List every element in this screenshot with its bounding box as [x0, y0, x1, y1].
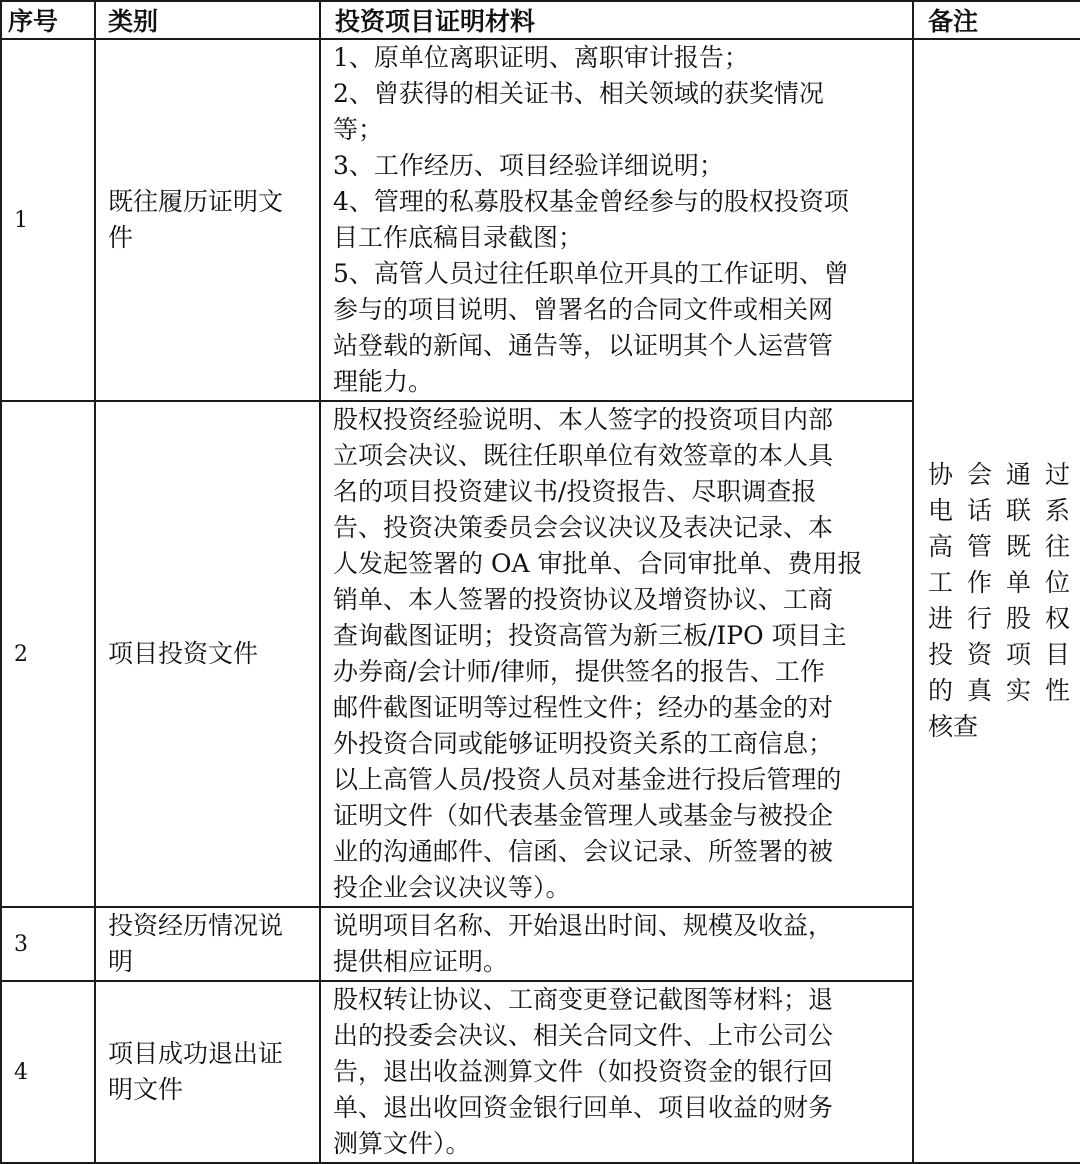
materials-line: 证明文件（如代表基金管理人或基金与被投企: [333, 801, 834, 830]
note-glyph: 实: [1005, 676, 1031, 705]
row-number: 3: [1, 907, 95, 981]
header-materials: 投资项目证明材料: [320, 1, 913, 39]
materials-line: 人发起签署的 OA 审批单、合同审批单、费用报: [333, 549, 863, 578]
row-materials: [320, 401, 913, 907]
materials-line: 站登载的新闻、通告等，以证明其个人运营管: [333, 331, 834, 360]
note-line: [928, 529, 1070, 565]
note-glyph: 既: [1005, 532, 1031, 561]
materials-line: 以上高管人员/投资人员对基金进行投后管理的: [333, 765, 842, 794]
row-category: 项目成功退出证明文件: [95, 981, 320, 1163]
note-glyph: 作: [966, 568, 992, 597]
note-line: [928, 673, 1070, 709]
note-glyph: 管: [966, 532, 992, 561]
row-number: 4: [1, 981, 95, 1163]
row-category: 投资经历情况说明: [95, 907, 320, 981]
materials-line: 3、工作经历、项目经验详细说明；: [333, 151, 724, 180]
note-glyph: 真: [966, 676, 992, 705]
note-glyph: 往: [1044, 532, 1070, 561]
note-glyph: 联: [1005, 496, 1031, 525]
note-glyph: 高: [928, 532, 954, 561]
note-glyph: 过: [1044, 460, 1070, 489]
table-header-row: [1, 1, 1080, 39]
note-glyph: 投: [928, 640, 954, 669]
note-glyph: 话: [966, 496, 992, 525]
materials-line: 参与的项目说明、曾署名的合同文件或相关网: [333, 295, 834, 324]
header-note: 备注: [913, 1, 1080, 39]
note-glyph: 行: [966, 604, 992, 633]
materials-line: 投企业会议决议等）。: [333, 873, 571, 902]
materials-line: 目工作底稿目录截图；: [333, 223, 584, 252]
materials-line: 名的项目投资建议书/投资报告、尽职调查报: [333, 477, 817, 506]
note-glyph: 的: [928, 676, 954, 705]
materials-line: 单、退出收回资金银行回单、项目收益的财务: [333, 1093, 834, 1122]
materials-line: 2、曾获得的相关证书、相关领域的获奖情况: [333, 79, 824, 108]
materials-line: 1、原单位离职证明、离职审计报告；: [333, 43, 749, 72]
row-materials: [320, 39, 913, 401]
materials-line: 外投资合同或能够证明投资关系的工商信息；: [333, 729, 834, 758]
note-line: [928, 601, 1070, 637]
materials-line: 办券商/会计师/律师，提供签名的报告、工作: [333, 657, 825, 686]
note-glyph: 位: [1044, 568, 1070, 597]
note-glyph: 性: [1044, 676, 1070, 705]
note-glyph: 会: [966, 460, 992, 489]
note-glyph: 目: [1044, 640, 1070, 669]
note-glyph: 协: [928, 460, 954, 489]
materials-line: 告、投资决策委员会会议决议及表决记录、本: [333, 513, 834, 542]
materials-line: 股权投资经验说明、本人签字的投资项目内部: [333, 405, 834, 434]
materials-line: 等；: [333, 115, 384, 144]
row-materials: [320, 981, 913, 1163]
note-glyph: 工: [928, 568, 954, 597]
note-line: [928, 457, 1070, 493]
note-glyph: 电: [928, 496, 954, 525]
materials-line: 测算文件）。: [333, 1129, 471, 1158]
note-line: [928, 709, 1070, 745]
note-glyph: 项: [1005, 640, 1031, 669]
note-glyph: 单: [1005, 568, 1031, 597]
materials-line: 销单、本人签署的投资协议及增资协议、工商: [333, 585, 834, 614]
note-char: 核查: [928, 712, 979, 741]
row-materials: [320, 907, 913, 981]
materials-line: 告，退出收益测算文件（如投资资金的银行回: [333, 1057, 834, 1086]
note-glyph: 股: [1005, 604, 1031, 633]
row-number: 1: [1, 39, 95, 401]
materials-line: 查询截图证明；投资高管为新三板/IPO 项目主: [333, 621, 847, 650]
materials-line: 提供相应证明。: [333, 947, 509, 976]
materials-line: 说明项目名称、开始退出时间、规模及收益，: [333, 911, 834, 940]
materials-line: 股权转让协议、工商变更登记截图等材料；退: [333, 985, 834, 1014]
row-category: 既往履历证明文件: [95, 39, 320, 401]
materials-line: 5、高管人员过往任职单位开具的工作证明、曾: [333, 259, 849, 288]
row-category: 项目投资文件: [95, 401, 320, 907]
note-glyph: 通: [1005, 460, 1031, 489]
row-number: 2: [1, 401, 95, 907]
note-glyph: 权: [1044, 604, 1070, 633]
materials-line: 4、管理的私募股权基金曾经参与的股权投资项: [333, 187, 849, 216]
header-no: 序号: [1, 1, 95, 39]
materials-line: 出的投委会决议、相关合同文件、上市公司公: [333, 1021, 834, 1050]
note-line: [928, 493, 1070, 529]
note-glyph: 资: [966, 640, 992, 669]
note-line: [928, 637, 1070, 673]
note-glyph: 系: [1044, 496, 1070, 525]
materials-line: 理能力。: [333, 367, 434, 396]
materials-line: 业的沟通邮件、信函、会议记录、所签署的被: [333, 837, 834, 866]
note-cell: [913, 39, 1080, 1163]
note-glyph: 进: [928, 604, 954, 633]
table-row: [1, 39, 1080, 401]
note-line: [928, 565, 1070, 601]
materials-line: 邮件截图证明等过程性文件；经办的基金的对: [333, 693, 834, 722]
materials-line: 立项会决议、既往任职单位有效签章的本人具: [333, 441, 834, 470]
header-category: 类别: [95, 1, 320, 39]
